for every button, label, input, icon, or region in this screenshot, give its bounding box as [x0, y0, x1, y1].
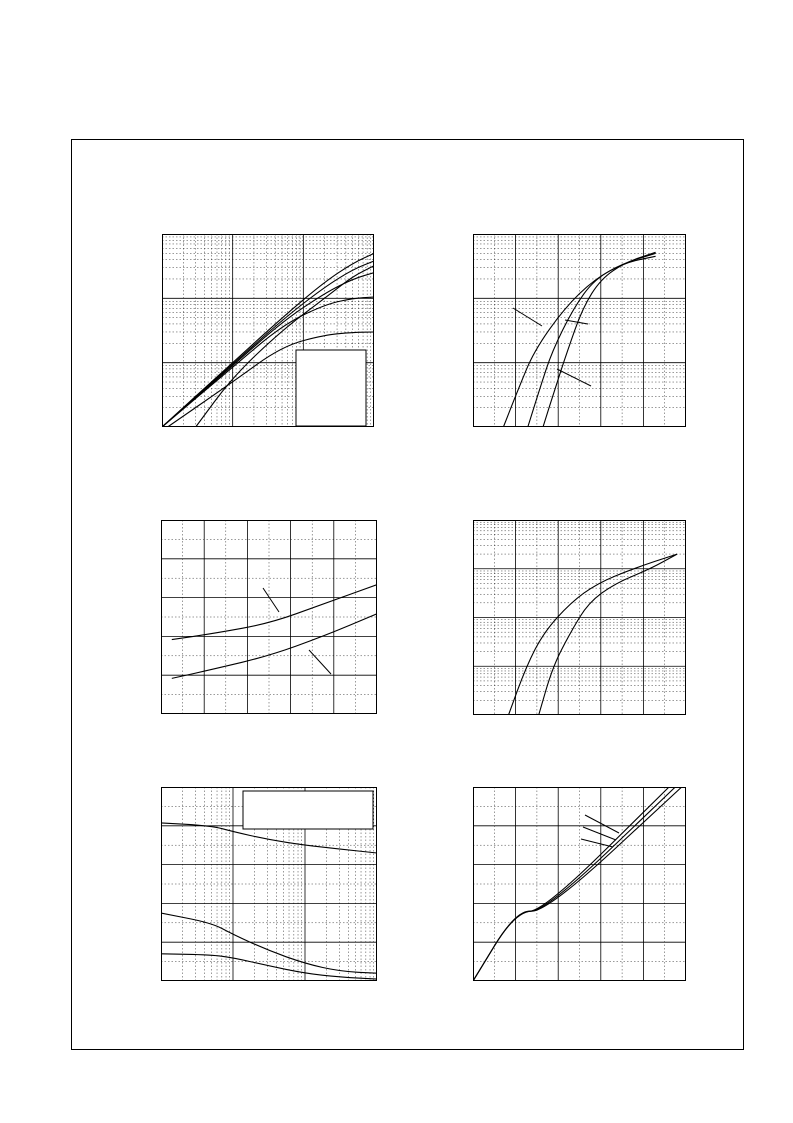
chart-4-series-2: [539, 554, 677, 715]
chart-1-svg: [162, 234, 374, 427]
chart-3: [161, 520, 377, 714]
chart-5-svg: [161, 787, 377, 981]
chart-6-arrow-c: [581, 839, 613, 847]
chart-6: [473, 787, 686, 981]
chart-4-series-1: [509, 554, 678, 715]
chart-2-arrow-a: [513, 308, 542, 326]
chart-2-series-1: [503, 256, 655, 427]
chart-3-series-2: [172, 614, 377, 679]
chart-4: [473, 520, 686, 715]
chart-5-series-2: [161, 913, 377, 973]
chart-3-svg: [161, 520, 377, 714]
chart-2: [473, 234, 686, 427]
chart-5-legend-box: [243, 791, 373, 829]
chart-2-svg: [473, 234, 686, 427]
chart-5-series-3: [161, 954, 377, 979]
chart-4-svg: [473, 520, 686, 715]
chart-5: [161, 787, 377, 981]
chart-2-arrow-b: [565, 320, 588, 324]
chart-1-legend-box: [296, 350, 366, 426]
chart-2-series-2: [528, 253, 656, 427]
chart-1: [162, 234, 374, 427]
chart-2-arrow-c: [557, 369, 591, 386]
chart-3-arrow-a: [263, 588, 279, 612]
chart-3-arrow-b: [309, 650, 331, 674]
chart-2-series-3: [543, 252, 656, 427]
chart-6-svg: [473, 787, 686, 981]
chart-6-series-3: [473, 787, 682, 981]
chart-3-series-1: [172, 585, 377, 640]
